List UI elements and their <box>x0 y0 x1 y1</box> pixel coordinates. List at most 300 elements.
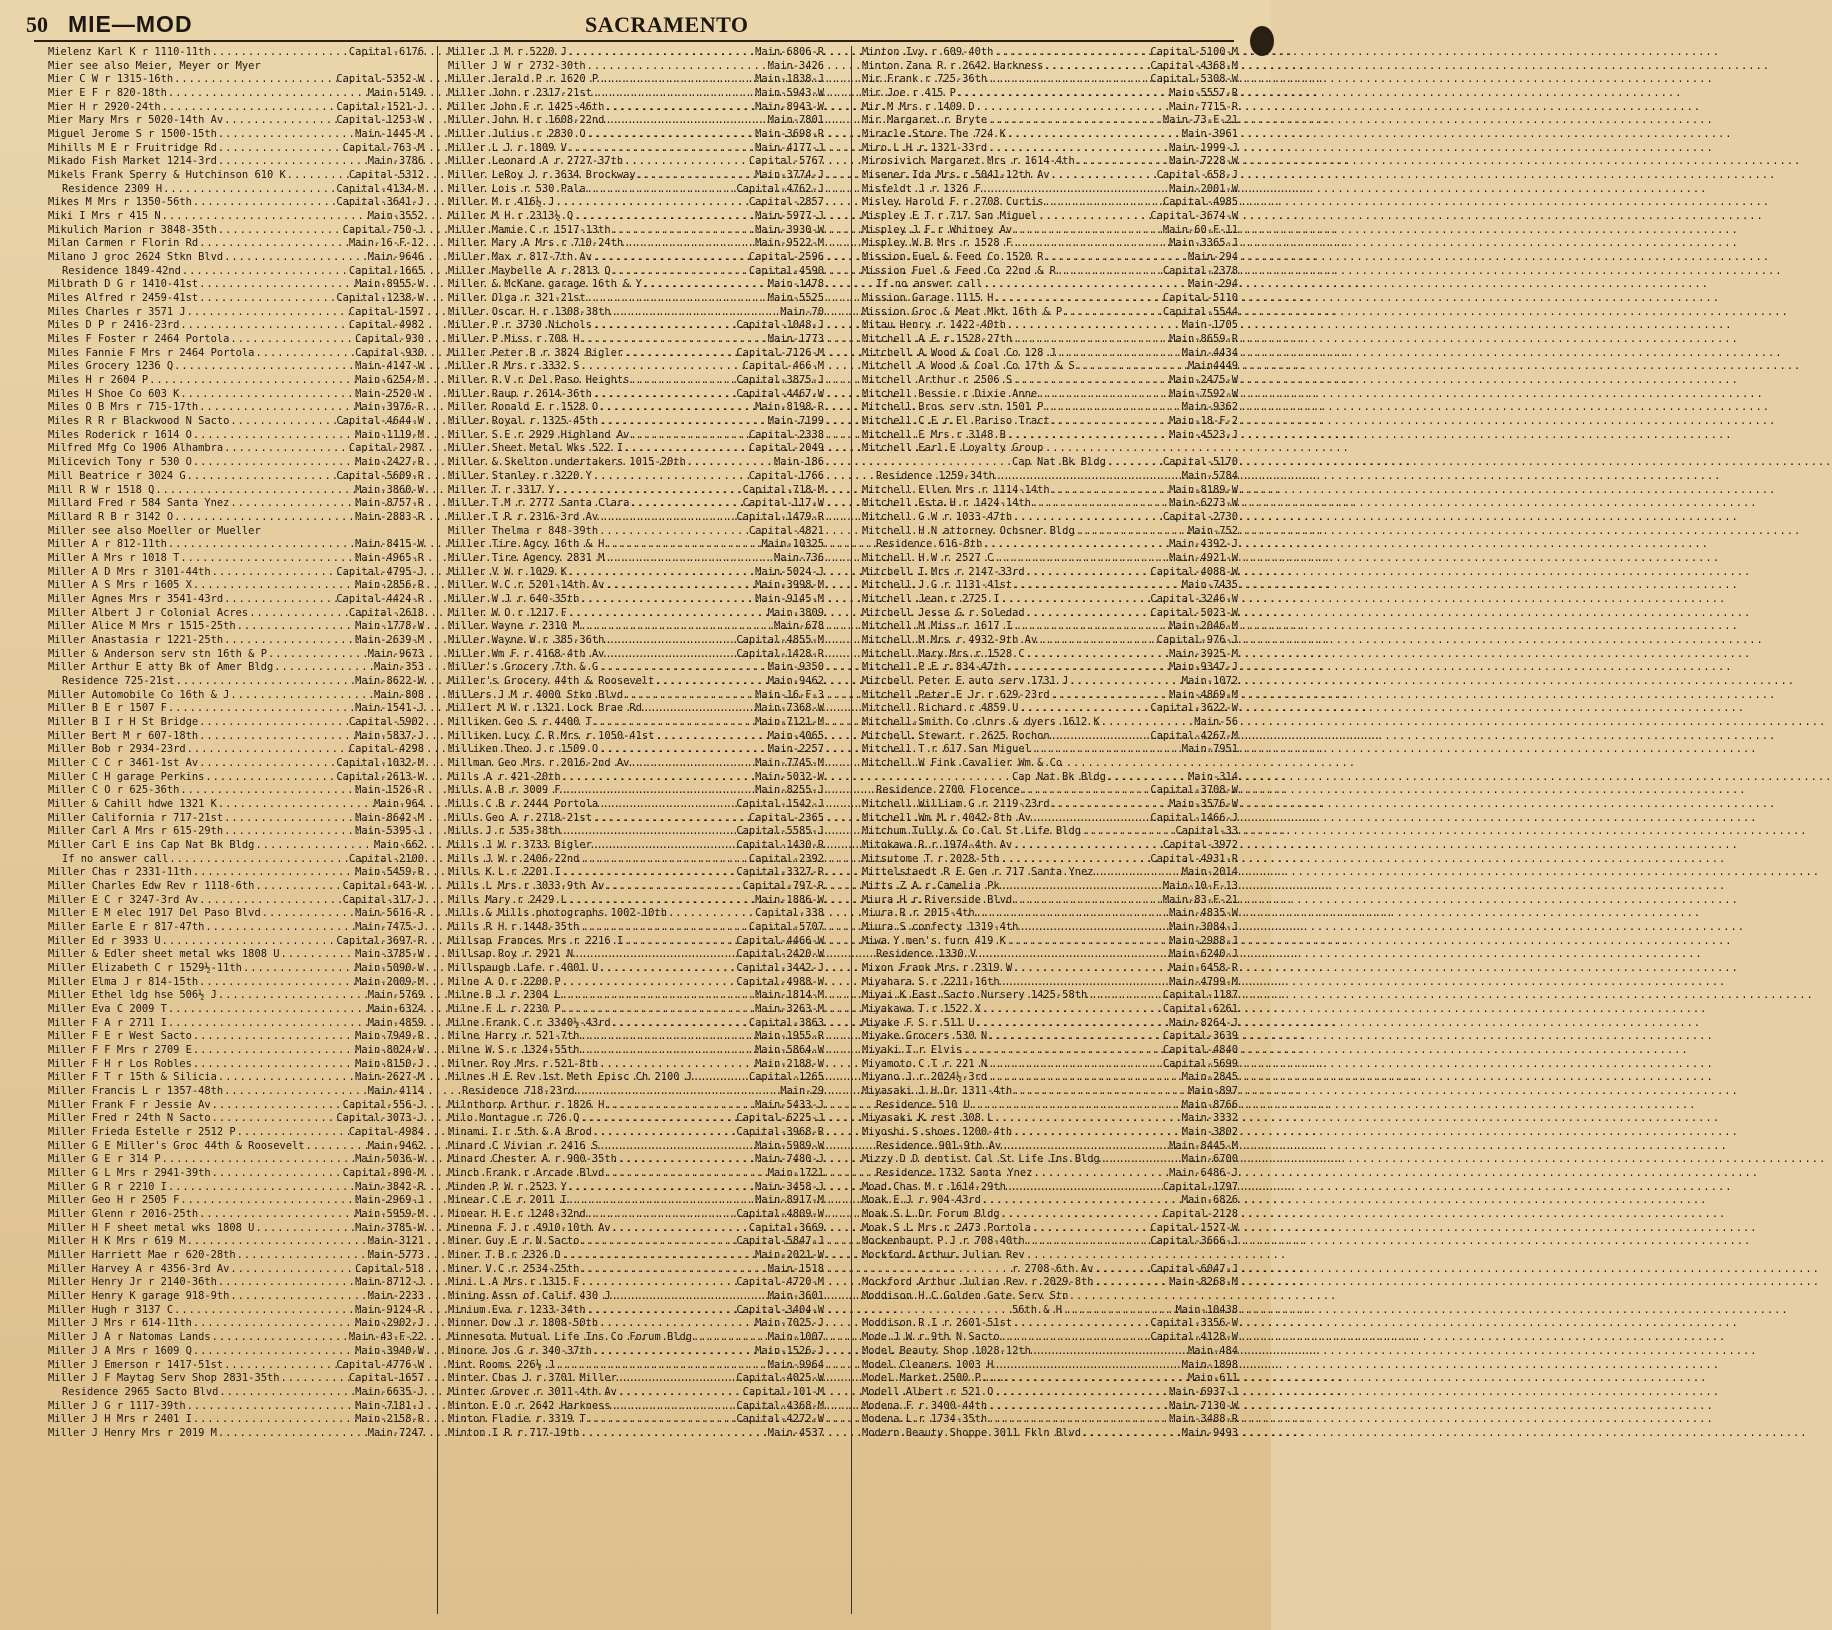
entry-phone: Capital-1657 <box>348 1372 424 1385</box>
entry-name: Miyai K East Sacto Nursery 1425-58th <box>862 989 1088 1002</box>
entry-name: Mitchell Arthur r 2506 S <box>862 374 1013 387</box>
directory-entry <box>48 894 424 908</box>
leader-dots <box>1032 812 1150 826</box>
entry-name: Miyoshi S shoes 1200-4th <box>862 1126 1013 1139</box>
entry-phone: Main-5943-W <box>755 87 824 100</box>
entry-name: Miller Carl A Mrs r 615-29th <box>48 825 224 838</box>
leader-dots <box>1001 853 1150 867</box>
leader-dots <box>580 1044 754 1058</box>
entry-phone: Main-2520-W <box>355 387 424 400</box>
leader-dots <box>1001 880 1162 894</box>
leader-dots <box>193 1413 354 1427</box>
leader-dots <box>218 1427 367 1441</box>
entry-phone: Main-7480-J <box>755 1153 824 1166</box>
directory-entry <box>448 1140 824 1154</box>
entry-phone: Capital-4267-M <box>1150 729 1238 742</box>
entry-name: Mill Beatrice r 3024 G <box>48 469 186 482</box>
directory-entry <box>48 771 424 785</box>
leader-dots <box>218 224 342 238</box>
entry-name: Milne F L r 2230 P <box>448 1003 561 1016</box>
entry-phone: Main-4965-R <box>355 551 424 564</box>
entry-name: Miller Stanley r 3220 Y <box>448 469 592 482</box>
directory-entry <box>862 866 1238 880</box>
entry-name: Miller P Miss r 708 H <box>448 333 580 346</box>
entry-phone: Main-4921-W <box>1169 551 1238 564</box>
leader-dots <box>230 689 373 703</box>
directory-entry <box>862 1085 1238 1099</box>
directory-entry <box>862 1194 1238 1208</box>
directory-entry <box>448 743 824 757</box>
directory-entry <box>48 1400 424 1414</box>
entry-name: Mitchell M Mrs r 4932-9th Av <box>862 633 1038 646</box>
entry-name: Miller Ronald E r 1528 O <box>448 401 599 414</box>
leader-dots <box>1063 1304 1174 1318</box>
entry-name: Miles Fannie F Mrs r 2464 Portola <box>48 346 255 359</box>
directory-entry <box>862 196 1238 210</box>
leader-dots <box>624 442 748 456</box>
leader-dots <box>1026 607 1150 621</box>
leader-dots <box>599 661 767 675</box>
leader-dots <box>655 675 766 689</box>
leader-dots <box>977 948 1168 962</box>
entry-phone: Main-3365-J <box>1169 237 1238 250</box>
entry-name: Mir Frank r 725-36th <box>862 73 988 86</box>
entry-phone: Main-2475-W <box>1169 374 1238 387</box>
leader-dots <box>224 251 367 265</box>
entry-phone: Capital-7126-M <box>736 346 824 359</box>
leader-dots <box>1013 511 1162 525</box>
entry-name: Miles F Foster r 2464 Portola <box>48 333 230 346</box>
leader-dots <box>168 87 367 101</box>
directory-entry <box>48 853 424 867</box>
entry-phone: Main-5024-J <box>755 565 824 578</box>
leader-dots <box>199 1208 354 1222</box>
leader-dots <box>1038 634 1156 648</box>
leader-dots <box>1044 60 1149 74</box>
directory-entry <box>448 1331 824 1345</box>
directory-entry <box>48 251 424 265</box>
entry-phone: Capital-750-J <box>342 223 424 236</box>
entry-phone: Capital-763-M <box>342 141 424 154</box>
leader-dots <box>1051 730 1150 744</box>
leader-dots <box>237 620 355 634</box>
entry-phone: Main-3925-M <box>1169 647 1238 660</box>
leader-dots <box>212 1112 336 1126</box>
directory-entry <box>448 73 824 87</box>
entry-name: Minter Grover r 3011-4th Av <box>448 1385 617 1398</box>
leader-dots <box>199 894 342 908</box>
entry-name: Mills A B r 3009 F <box>448 784 561 797</box>
directory-entry <box>448 1345 824 1359</box>
directory-entry <box>48 360 424 374</box>
entry-name: Miller Ethel ldg hse 506½ J <box>48 989 217 1002</box>
entry-phone: Main-3809 <box>767 606 824 619</box>
directory-entry <box>862 798 1238 812</box>
entry-phone: Main-2021-W <box>755 1249 824 1262</box>
entry-name: Miles R R r Blackwood N Sacto <box>48 415 230 428</box>
leader-dots <box>162 935 336 949</box>
entry-name: Miller Arthur E atty Bk of Amer Bldg <box>48 661 274 674</box>
entry-name: Miller California r 717-21st <box>48 811 224 824</box>
entry-name: Miller Albert J r Colonial Acres <box>48 606 249 619</box>
leader-dots <box>562 989 755 1003</box>
leader-dots <box>1094 1276 1168 1290</box>
directory-entry <box>448 1400 824 1414</box>
leader-dots <box>1019 702 1149 716</box>
leader-dots <box>1013 333 1168 347</box>
entry-phone: Main-8264-J <box>1169 1016 1238 1029</box>
directory-entry <box>48 538 424 552</box>
leader-dots <box>224 593 335 607</box>
directory-entry <box>48 1263 424 1277</box>
entry-name: Mitchell H W r 2527 C <box>862 551 994 564</box>
entry-name: Miller Alice M Mrs r 1515-25th <box>48 620 236 633</box>
directory-entry <box>48 689 424 703</box>
entry-phone: Capital-5707 <box>748 921 824 933</box>
directory-entry <box>48 142 424 156</box>
leader-dots <box>224 825 354 839</box>
entry-phone: Main-8943-W <box>755 100 824 113</box>
entry-phone: Main-7181-J <box>355 1399 424 1412</box>
leader-dots <box>180 784 354 798</box>
entry-name: Mir Joe r 415 P <box>862 87 956 100</box>
leader-dots <box>1007 319 1181 333</box>
leader-dots <box>168 1017 367 1031</box>
entry-phone: Main-5459-R <box>355 866 424 879</box>
directory-entry <box>448 1222 824 1236</box>
entry-phone: Main-1541-J <box>355 702 424 715</box>
entry-name: Miller Francis L r 1357-48th <box>48 1085 224 1098</box>
entry-phone: Main-3601 <box>767 1290 824 1303</box>
leader-dots <box>599 1058 754 1072</box>
directory-entry <box>48 1290 424 1304</box>
entry-name: Miura R r 2015-4th <box>862 907 975 920</box>
entry-phone: Main-16-F-3 <box>755 688 824 701</box>
entry-name: Mitchell I Mrs r 2147-33rd <box>862 565 1025 578</box>
entry-name: Mitchell E Mrs r 3148 B <box>862 428 1006 441</box>
entry-name: 56th & H <box>1012 1303 1063 1316</box>
directory-entry <box>448 128 824 142</box>
entry-name: Miyasaki K rest 308 L <box>862 1112 994 1125</box>
directory-entry <box>862 784 1238 798</box>
leader-dots <box>237 1126 348 1140</box>
leader-dots <box>1076 360 1187 374</box>
directory-entry <box>48 278 424 292</box>
directory-entry <box>862 675 1238 689</box>
directory-entry <box>862 1304 1238 1318</box>
entry-name: Mizzy D D dentist Cal St Life Ins Bldg <box>862 1153 1100 1166</box>
entry-phone: Capital-2420-W <box>736 948 824 961</box>
leader-dots <box>580 1235 735 1249</box>
entry-phone: Capital-6176 <box>348 46 424 58</box>
directory-entry <box>862 825 1238 839</box>
entry-name: Miller T r 3317 Y <box>448 483 555 496</box>
entry-phone: Main-6324 <box>367 1003 424 1016</box>
entry-phone: Main-9964 <box>767 1358 824 1371</box>
entry-name: Mills J r 535-38th <box>448 825 561 838</box>
entry-phone: Main-5837-J <box>355 729 424 742</box>
directory-entry <box>862 1372 1238 1386</box>
leader-dots <box>162 210 367 224</box>
entry-name: Miller J Henry Mrs r 2019 M <box>48 1426 217 1439</box>
entry-name: Miller F E r West Sacto <box>48 1030 192 1043</box>
entry-phone: Main-1705 <box>1181 319 1238 332</box>
leader-dots <box>988 142 1168 156</box>
entry-name: Mitchell Stewart r 2625 Rochon <box>862 729 1050 742</box>
directory-entry <box>448 183 824 197</box>
directory-entry <box>448 757 824 771</box>
directory-entry <box>48 1304 424 1318</box>
directory-entry <box>862 661 1238 675</box>
directory-entry <box>48 1140 424 1154</box>
directory-entry <box>862 552 1238 566</box>
directory-entry <box>448 1099 824 1113</box>
entry-phone: Capital-1238-W <box>336 292 424 305</box>
entry-phone: Capital-1797 <box>1162 1180 1238 1193</box>
directory-entry <box>48 265 424 279</box>
directory-entry <box>862 333 1238 347</box>
directory-entry <box>862 511 1238 525</box>
leader-dots <box>994 552 1168 566</box>
directory-entry <box>48 702 424 716</box>
entry-phone: Main-9145-M <box>755 592 824 605</box>
listing-column-3 <box>862 46 1238 1614</box>
directory-entry <box>862 1222 1238 1236</box>
directory-entry <box>48 1112 424 1126</box>
entry-phone: Main-1838-J <box>755 73 824 86</box>
leader-dots <box>212 1331 348 1345</box>
entry-name: Minter Chas J r 3701 Miller <box>448 1372 617 1385</box>
entry-name: Miller A S Mrs r 1605 X <box>48 579 192 592</box>
directory-entry <box>862 429 1238 443</box>
entry-phone: Main-4835-W <box>1169 907 1238 920</box>
leader-dots <box>982 1372 1187 1386</box>
entry-name: Miller John H r 1608-22nd <box>448 114 605 127</box>
entry-name: Miller Bob r 2934-23rd <box>48 743 186 756</box>
entry-name: Mills K L r 2201 I <box>448 866 561 879</box>
directory-entry <box>448 989 824 1003</box>
entry-name: Miller Elizabeth C r 1529½-11th <box>48 962 242 975</box>
directory-entry <box>862 456 1238 470</box>
entry-name: Mission Fuel & Feed Co 22nd & R <box>862 264 1056 277</box>
leader-dots <box>305 1140 366 1154</box>
leader-dots <box>562 771 755 785</box>
entry-phone: Capital-3246-W <box>1150 592 1238 605</box>
entry-phone: Capital-658-J <box>1156 169 1238 182</box>
entry-phone: Capital-2100 <box>348 852 424 865</box>
entry-name: Mint Rooms 226½ J <box>448 1358 555 1371</box>
directory-entry <box>48 319 424 333</box>
entry-name: Miller Max r 817-7th Av <box>448 251 592 264</box>
directory-entry <box>862 1413 1238 1427</box>
entry-phone: Main-808 <box>373 688 424 701</box>
entry-name: Mode J W r 9th N Sacto <box>862 1331 1000 1344</box>
entry-name: Miller R Mrs r 3332 S <box>448 360 580 373</box>
leader-dots <box>982 183 1168 197</box>
directory-entry <box>862 1181 1238 1195</box>
entry-name: Minium Eva r 1233-34th <box>448 1303 586 1316</box>
leader-dots <box>1044 401 1180 415</box>
entry-phone: Main-7475-J <box>355 921 424 933</box>
entry-name: Miller A D Mrs r 3101-44th <box>48 565 211 578</box>
entry-name: Miller J F Maytag Serv Shop 2831-35th <box>48 1372 280 1385</box>
entry-phone: Main-7435 <box>1181 579 1238 592</box>
entry-phone: Main-5769 <box>367 989 424 1002</box>
leader-dots <box>218 142 342 156</box>
entry-name: Miller A Mrs r 1018 T <box>48 551 180 564</box>
directory-entry <box>48 196 424 210</box>
entry-name: Mier C W r 1315-16th <box>48 73 174 86</box>
entry-phone: Main-5864-W <box>755 1044 824 1057</box>
entry-name: If no answer call <box>876 278 983 291</box>
entry-phone: Main-8415-W <box>355 538 424 551</box>
leader-dots <box>193 866 354 880</box>
entry-phone: Main-4392-J <box>1169 538 1238 551</box>
entry-name: Miller E C r 3247-3rd Av <box>48 893 199 906</box>
entry-phone: Main-18-F-2 <box>1169 415 1238 428</box>
entry-phone: Main-5784 <box>1181 469 1238 482</box>
entry-name: Miller J G r 1117-39th <box>48 1399 186 1412</box>
directory-entry <box>48 989 424 1003</box>
leader-dots <box>605 1099 754 1113</box>
entry-name: Mitchell J G r 1131-41st <box>862 579 1013 592</box>
column-divider <box>851 46 852 1614</box>
entry-phone: Main-7199 <box>767 415 824 428</box>
directory-entry <box>448 1153 824 1167</box>
entry-name: Mir M Mrs r 1409 D <box>862 100 975 113</box>
entry-name: Miro L H r 1321-33rd <box>862 141 988 154</box>
entry-phone: Main-73-F-21 <box>1162 114 1238 127</box>
directory-entry <box>862 1263 1238 1277</box>
entry-name: Millsap Frances Mrs r 2216 I <box>448 934 624 947</box>
entry-name: Miller Frank F r Jessie Av <box>48 1098 211 1111</box>
directory-entry <box>48 907 424 921</box>
entry-phone: Main-8445-M <box>1169 1139 1238 1152</box>
entry-name: Miller Leonard A r 2727-37th <box>448 155 624 168</box>
entry-name: Mittelstaedt R E Gen r 717 Santa Ynez <box>862 866 1094 879</box>
directory-entry <box>448 484 824 498</box>
directory-entry <box>448 1017 824 1031</box>
entry-phone: Capital-4272-W <box>736 1413 824 1426</box>
leader-dots <box>562 1003 755 1017</box>
entry-name: Mitchell Ellen Mrs r 1114-14th <box>862 483 1050 496</box>
entry-name: Miller J W r 2732-30th <box>448 59 586 72</box>
entry-phone: Main-2009-M <box>355 975 424 988</box>
entry-name: Miller A r 812-11th <box>48 538 167 551</box>
directory-entry <box>48 429 424 443</box>
entry-name: Miller John r 2317-21st <box>448 87 592 100</box>
entry-phone: Capital-5023-W <box>1150 606 1238 619</box>
entry-name: Miller Charles Edw Rev r 1118-6th <box>48 879 255 892</box>
leader-dots <box>580 333 766 347</box>
directory-entry <box>862 224 1238 238</box>
directory-entry <box>862 142 1238 156</box>
entry-phone: Main-2902-J <box>355 1317 424 1330</box>
leader-dots <box>249 607 348 621</box>
entry-phone: Main-1119-M <box>355 428 424 441</box>
leader-dots <box>237 1249 367 1263</box>
directory-entry <box>48 1003 424 1017</box>
leader-dots <box>1051 415 1169 429</box>
leader-dots <box>599 798 735 812</box>
entry-name: Miller Wm F r 4168-4th Av <box>448 647 605 660</box>
directory-entry <box>48 237 424 251</box>
entry-name: Residence 2309 H <box>62 182 163 195</box>
leader-dots <box>174 1304 354 1318</box>
directory-entry <box>448 1317 824 1331</box>
entry-name: Mitts Z A r Camelia Pk <box>862 879 1000 892</box>
directory-entry <box>862 921 1238 935</box>
leader-dots <box>988 1058 1162 1072</box>
entry-name: Miller & McKane garage 16th & Y <box>448 278 642 291</box>
leader-dots <box>624 689 754 703</box>
directory-entry <box>48 1345 424 1359</box>
directory-entry <box>862 648 1238 662</box>
leader-dots <box>1051 798 1169 812</box>
entry-name: Milne W S r 1324-55th <box>448 1044 580 1057</box>
directory-entry <box>862 1317 1238 1331</box>
entry-name: Miller Mamie C r 1517-13th <box>448 223 611 236</box>
entry-name: Mitchell A Wood & Coal Co 128 J <box>862 346 1056 359</box>
directory-entry <box>48 114 424 128</box>
leader-dots <box>587 128 755 142</box>
entry-name: Miller R V r Del Paso Heights <box>448 374 630 387</box>
entry-name: Miller Bert M r 607-18th <box>48 729 199 742</box>
entry-name: Miller Royal r 1325-45th <box>448 415 599 428</box>
entry-phone: Main-3552 <box>367 210 424 223</box>
directory-entry <box>862 538 1238 552</box>
entry-phone: Main-2046-M <box>1169 620 1238 633</box>
leader-dots <box>218 798 373 812</box>
directory-entry <box>48 1071 424 1085</box>
directory-entry <box>448 1044 824 1058</box>
entry-phone: Capital-5170 <box>1162 456 1238 469</box>
entry-name: Miller J A r Natomas Lands <box>48 1331 211 1344</box>
directory-entry <box>862 292 1238 306</box>
entry-phone: Main-4434 <box>1181 346 1238 359</box>
entry-name: Mispley W B Mrs r 1528 F <box>862 237 1013 250</box>
entry-phone: Main-5032-W <box>755 770 824 783</box>
entry-phone: Main-9462 <box>767 674 824 687</box>
entry-name: Millspaugh Lafe r 4001 U <box>448 962 599 975</box>
entry-name: Mispley E T r 717 San Miguel <box>862 210 1038 223</box>
leader-dots <box>587 1304 736 1318</box>
entry-name: Residence 2700 Florence <box>876 784 1020 797</box>
leader-dots <box>963 1044 1162 1058</box>
entry-phone: Capital-2338 <box>748 428 824 441</box>
entry-name: Miller Eva C 2009 T <box>48 1003 167 1016</box>
entry-name: Milliken Theo J r 1509 O <box>448 743 599 756</box>
leader-dots <box>1107 456 1162 470</box>
entry-phone: Capital-5699 <box>1162 1057 1238 1070</box>
entry-phone: Capital-3674-W <box>1150 210 1238 223</box>
leader-dots <box>149 374 354 388</box>
entry-name: Miller's Grocery 7th & G <box>448 661 599 674</box>
entry-name: Miller J M r 5220 J <box>448 46 567 58</box>
entry-phone: Main-9646 <box>367 251 424 264</box>
leader-dots <box>193 196 336 210</box>
directory-entry <box>862 1071 1238 1085</box>
entry-phone: Main-8955-W <box>355 278 424 291</box>
leader-dots <box>580 1112 735 1126</box>
entry-phone: Main-3576-W <box>1169 797 1238 810</box>
directory-entry <box>862 716 1238 730</box>
entry-name: Miller F T r 15th & Silicia <box>48 1071 217 1084</box>
entry-phone: Capital-4985 <box>1162 196 1238 209</box>
entry-phone: Main-60-F-11 <box>1162 223 1238 236</box>
entry-name: Miller Henry Jr r 2140-36th <box>48 1276 217 1289</box>
directory-entry <box>862 155 1238 169</box>
